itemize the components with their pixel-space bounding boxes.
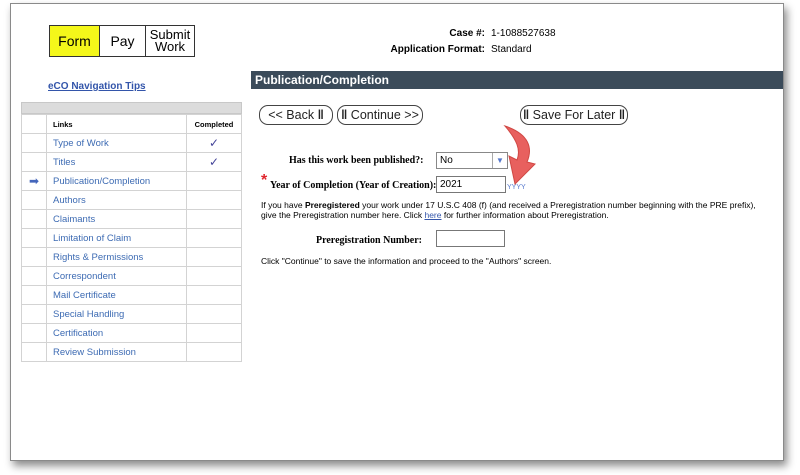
- button-grip-icon: ‖: [317, 108, 324, 122]
- sidebar-item-limitation-of-claim[interactable]: [22, 229, 242, 248]
- section-title: Publication/Completion: [251, 71, 783, 89]
- sidebar-top-bar: [21, 102, 242, 114]
- sidebar-item-label[interactable]: Mail Certificate: [47, 286, 187, 305]
- button-grip-icon: ‖: [341, 108, 348, 122]
- tab-submit-line1: Submit: [149, 27, 191, 42]
- tab-submit-work[interactable]: [146, 26, 194, 56]
- sidebar-item-label[interactable]: Claimants: [47, 210, 187, 229]
- completed-cell: [187, 172, 242, 191]
- preregistration-info: If you have Preregistered your work under 17 U.S.C 408 (f) (and received a Preregistration number beginning with the PRE prefix), give the Preregistration number here. Click here for further information about Preregistration.: [261, 200, 756, 220]
- sidebar-item-label[interactable]: Special Handling: [47, 305, 187, 324]
- workflow-tabs: [49, 25, 195, 57]
- sidebar-item-rights-permissions[interactable]: [22, 248, 242, 267]
- sidebar-item-special-handling[interactable]: [22, 305, 242, 324]
- preregistration-here-link[interactable]: here: [424, 210, 442, 220]
- current-indicator: [22, 134, 47, 153]
- sidebar-item-review-submission[interactable]: [22, 343, 242, 362]
- sidebar-item-certification[interactable]: [22, 324, 242, 343]
- continue-instruction: Click "Continue" to save the information and proceed to the "Authors" screen.: [261, 256, 552, 266]
- application-format-value: Standard: [491, 43, 532, 55]
- sidebar-item-label[interactable]: Certification: [47, 324, 187, 343]
- published-label: Has this work been published?:: [289, 155, 424, 166]
- tab-pay[interactable]: Pay: [100, 26, 146, 56]
- sidebar-item-publication-completion[interactable]: [22, 172, 242, 191]
- continue-button[interactable]: [337, 105, 423, 125]
- sidebar-item-label[interactable]: Publication/Completion: [47, 172, 187, 191]
- sidebar-item-authors[interactable]: [22, 191, 242, 210]
- sidebar-item-label[interactable]: Review Submission: [47, 343, 187, 362]
- case-info: [381, 25, 556, 57]
- year-of-completion-label: Year of Completion (Year of Creation):: [270, 180, 437, 191]
- chevron-down-icon: ▼: [492, 153, 507, 168]
- sidebar-item-type-of-work[interactable]: [22, 134, 242, 153]
- completed-header: Completed: [187, 115, 242, 134]
- sidebar-item-label[interactable]: Authors: [47, 191, 187, 210]
- button-grip-icon: ‖: [522, 108, 530, 122]
- case-number-value: 1-1088527638: [491, 27, 556, 39]
- current-indicator: [22, 153, 47, 172]
- published-select-value: No: [440, 155, 453, 166]
- browser-page: [10, 3, 784, 461]
- links-header: Links: [47, 115, 187, 134]
- back-button[interactable]: [259, 105, 333, 125]
- year-of-completion-input[interactable]: 2021: [436, 176, 506, 193]
- case-number-label: Case #:: [449, 27, 485, 39]
- button-grip-icon: ‖: [618, 108, 626, 122]
- checkmark-icon: ✓: [187, 134, 242, 153]
- back-button-label: << Back: [268, 108, 315, 122]
- preregistration-number-label: Preregistration Number:: [316, 235, 422, 246]
- navigation-tips-link[interactable]: eCO Navigation Tips: [48, 81, 146, 92]
- tab-submit-line2: Work: [154, 39, 186, 54]
- checkmark-icon: ✓: [187, 153, 242, 172]
- preregistered-bold: Preregistered: [304, 200, 360, 210]
- preregistration-number-input[interactable]: [436, 230, 505, 247]
- continue-button-label: Continue >>: [350, 108, 419, 122]
- save-for-later-label: Save For Later: [532, 108, 616, 122]
- annotation-arrow-icon: [491, 122, 551, 192]
- sidebar-item-mail-certificate[interactable]: [22, 286, 242, 305]
- sidebar: [21, 102, 242, 362]
- sidebar-item-label[interactable]: Limitation of Claim: [47, 229, 187, 248]
- sidebar-item-label[interactable]: Titles: [47, 153, 187, 172]
- sidebar-item-label[interactable]: Rights & Permissions: [47, 248, 187, 267]
- year-format-hint: YYYY: [507, 184, 526, 191]
- sidebar-item-titles[interactable]: [22, 153, 242, 172]
- tab-form[interactable]: Form: [50, 26, 100, 56]
- sidebar-header-row: [22, 115, 242, 134]
- sidebar-item-claimants[interactable]: [22, 210, 242, 229]
- required-asterisk: *: [261, 172, 268, 189]
- current-arrow-icon: ➡: [22, 172, 47, 191]
- application-format-label: Application Format:: [390, 43, 485, 55]
- sidebar-item-correspondent[interactable]: [22, 267, 242, 286]
- sidebar-item-label[interactable]: Type of Work: [47, 134, 187, 153]
- sidebar-links-table: [21, 114, 242, 362]
- sidebar-item-label[interactable]: Correspondent: [47, 267, 187, 286]
